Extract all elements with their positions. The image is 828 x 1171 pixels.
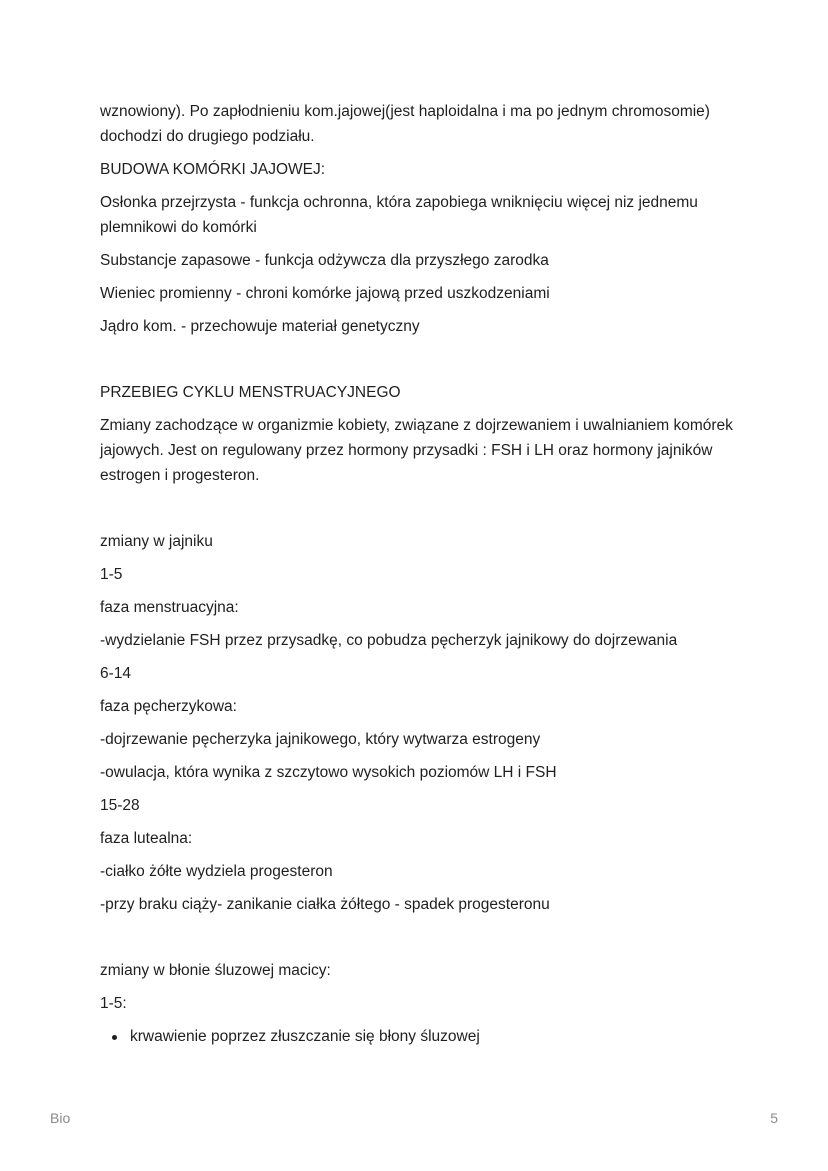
paragraph-corona-radiata: Wieniec promienny - chroni komórke jajową przed uszkodzeniami (100, 285, 550, 302)
footer-document-title: Bio (50, 1110, 71, 1126)
footer-page-number: 5 (770, 1110, 778, 1126)
phase-detail: -owulacja, która wynika z szczytowo wysokich poziomów LH i FSH (100, 764, 557, 781)
heading-menstrual-cycle: PRZEBIEG CYKLU MENSTRUACYJNEGO (100, 384, 401, 401)
phase-detail: -ciałko żółte wydziela progesteron (100, 863, 333, 880)
paragraph-zona-pellucida: Osłonka przejrzysta - funkcja ochronna, która zapobiega wniknięciu więcej niz jednemu plemnikowi do komórki (100, 194, 698, 236)
paragraph-cycle-description: Zmiany zachodzące w organizmie kobiety, związane z dojrzewaniem i uwalnianiem komórek jajowych. Jest on regulowany przez hormony przysadki : FSH i LH oraz hormony jajników estrogen i progesteron. (100, 417, 733, 484)
list-item (100, 1024, 740, 1049)
phase-follicular: faza pęcherzykowa: (100, 698, 237, 715)
day-range-1-5: 1-5 (100, 566, 123, 583)
day-range-1-5: 1-5: (100, 995, 127, 1012)
phase-menstrual: faza menstruacyjna: (100, 599, 239, 616)
bullet-list (100, 1024, 740, 1049)
phase-detail: -przy braku ciąży- zanikanie ciałka żółtego - spadek progesteronu (100, 896, 550, 913)
subheading-ovary-changes: zmiany w jajniku (100, 533, 213, 550)
paragraph-nucleus: Jądro kom. - przechowuje materiał genetyczny (100, 318, 420, 335)
subheading-endometrium-changes: zmiany w błonie śluzowej macicy: (100, 962, 331, 979)
phase-luteal: faza lutealna: (100, 830, 193, 847)
day-range-15-28: 15-28 (100, 797, 140, 814)
document-body (100, 99, 740, 1049)
phase-detail: -dojrzewanie pęcherzyka jajnikowego, który wytwarza estrogeny (100, 731, 541, 748)
bullet-dot-icon (112, 1035, 117, 1040)
day-range-6-14: 6-14 (100, 665, 132, 682)
paragraph-continuation: wznowiony). Po zapłodnieniu kom.jajowej(jest haploidalna i ma po jednym chromosomie) dochodzi do drugiego podziału. (100, 103, 710, 145)
phase-detail: -wydzielanie FSH przez przysadkę, co pobudza pęcherzyk jajnikowy do dojrzewania (100, 632, 678, 649)
heading-egg-structure: BUDOWA KOMÓRKI JAJOWEJ: (100, 161, 326, 178)
paragraph-reserve-substances: Substancje zapasowe - funkcja odżywcza dla przyszłego zarodka (100, 252, 549, 269)
list-item-text: krwawienie poprzez złuszczanie się błony śluzowej (130, 1028, 480, 1045)
